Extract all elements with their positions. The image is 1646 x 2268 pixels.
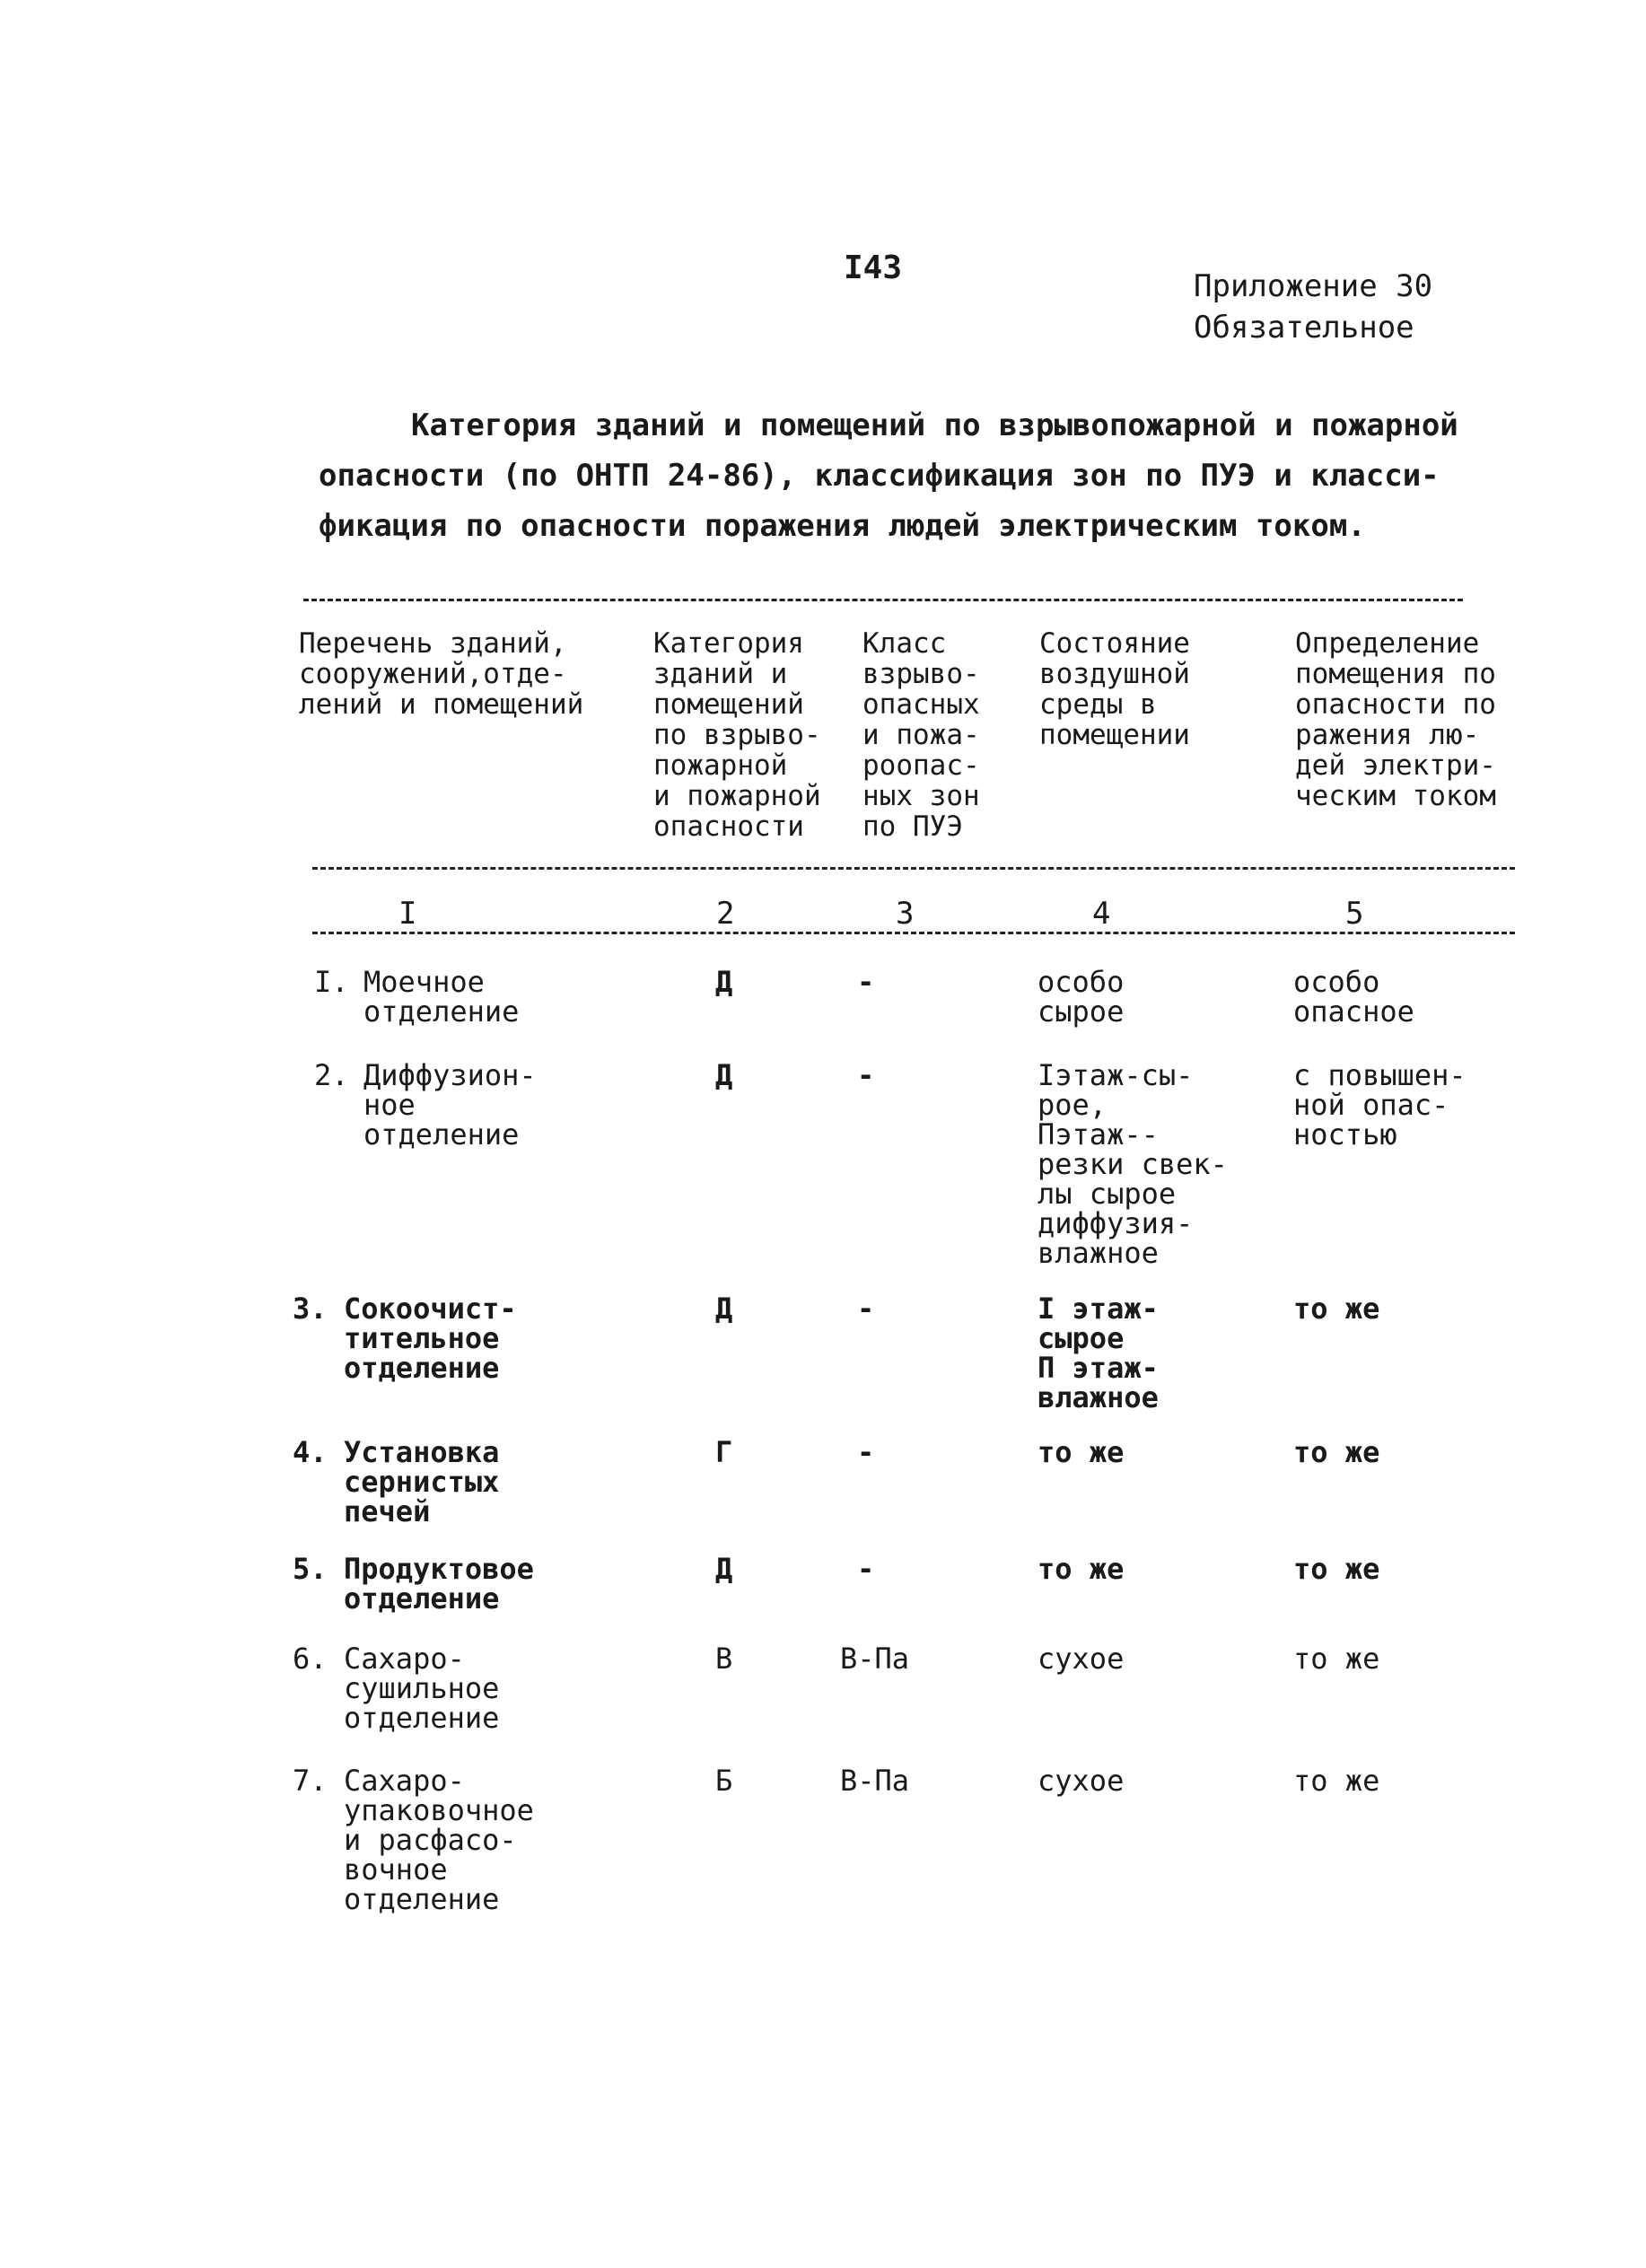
table-top-rule [303, 599, 1463, 601]
table-row-7-air: сухое [1038, 1764, 1125, 1798]
header-col-2: Категория зданий и помещений по взрыво- пожарной и пожарной опасности [653, 627, 821, 843]
column-number-2: 2 [716, 896, 735, 932]
header-col-1: Перечень зданий, сооружений,отде- лений и помещений [299, 627, 584, 721]
table-row-5-num: 5. [293, 1552, 328, 1586]
header-col-4: Состояние воздушной среды в помещении [1039, 627, 1190, 751]
table-row-5-name: Продуктовое отделение [344, 1552, 534, 1616]
table-row-1-num: I. [314, 965, 349, 999]
column-number-4: 4 [1092, 896, 1111, 932]
table-row-3-danger: то же [1293, 1292, 1380, 1326]
table-row-7-category: Б [715, 1764, 733, 1798]
column-number-3: 3 [896, 896, 915, 932]
table-row-6-zone-class: В-Па [840, 1642, 910, 1676]
column-number-5: 5 [1345, 896, 1364, 932]
table-row-1-category: Д [715, 965, 733, 999]
table-row-2-name: Диффузион- ное отделение [363, 1058, 537, 1152]
table-row-4-name: Установка сернистых печей [344, 1435, 500, 1528]
header-bottom-rule [312, 867, 1515, 870]
table-row-5-zone-class: - [857, 1552, 875, 1586]
header-col-5: Определение помещения по опасности по ражения лю- дей электри- ческим током [1295, 627, 1496, 812]
table-row-2-zone-class: - [857, 1058, 875, 1092]
table-row-6-air: сухое [1038, 1642, 1125, 1676]
title-line-3: фикация по опасности поражения людей электрическим током. [319, 508, 1366, 544]
table-row-5-category: Д [715, 1552, 733, 1586]
column-number-1: I [398, 896, 417, 932]
table-row-7-danger: то же [1293, 1764, 1380, 1798]
table-row-2-category: Д [715, 1058, 733, 1092]
table-row-5-air: то же [1038, 1552, 1125, 1586]
table-row-1-air: особо сырое [1038, 965, 1125, 1029]
table-row-4-air: то же [1038, 1435, 1125, 1469]
page-number: I43 [844, 250, 903, 286]
header-col-3: Класс взрыво- опасных и пожа- роопас- ных зон по ПУЭ [862, 627, 980, 843]
table-row-3-air: I этаж- сырое П этаж- влажное [1038, 1292, 1159, 1414]
document-title [319, 400, 1485, 551]
table-row-4-zone-class: - [857, 1435, 875, 1469]
table-row-2-danger: с повышен- ной опас- ностью [1293, 1058, 1467, 1152]
table-row-6-category: В [715, 1642, 733, 1676]
table-row-4-category: Г [715, 1435, 733, 1469]
table-row-6-name: Сахаро- сушильное отделение [344, 1642, 500, 1735]
appendix-status: Обязательное [1194, 310, 1414, 346]
table-row-4-danger: то же [1293, 1435, 1380, 1469]
table-row-4-num: 4. [293, 1435, 328, 1469]
table-row-6-num: 6. [293, 1642, 328, 1676]
table-row-3-zone-class: - [857, 1292, 875, 1326]
table-row-3-num: 3. [293, 1292, 328, 1326]
table-row-3-category: Д [715, 1292, 733, 1326]
table-row-1-name: Моечное отделение [363, 965, 520, 1029]
column-numbers-rule [312, 932, 1515, 934]
title-line-2: опасности (по ОНТП 24-86), классификация зон по ПУЭ и класси- [319, 458, 1440, 494]
appendix-number: Приложение 30 [1194, 268, 1433, 304]
table-row-3-name: Сокоочист- тительное отделение [344, 1292, 517, 1385]
table-row-7-name: Сахаро- упаковочное и расфасо- вочное отделение [344, 1764, 534, 1916]
table-row-1-zone-class: - [857, 965, 875, 999]
appendix-label [1194, 266, 1432, 348]
table-row-2-air: Iэтаж-сы- рое, Пэтаж-- резки свек- лы сырое диффузия- влажное [1038, 1058, 1228, 1270]
table-row-1-danger: особо опасное [1293, 965, 1414, 1029]
table-row-6-danger: то же [1293, 1642, 1380, 1676]
title-line-1: Категория зданий и помещений по взрывопожарной и пожарной [411, 407, 1458, 443]
table-row-2-num: 2. [314, 1058, 349, 1092]
table-row-7-num: 7. [293, 1764, 328, 1798]
table-row-5-danger: то же [1293, 1552, 1380, 1586]
table-row-7-zone-class: В-Па [840, 1764, 910, 1798]
